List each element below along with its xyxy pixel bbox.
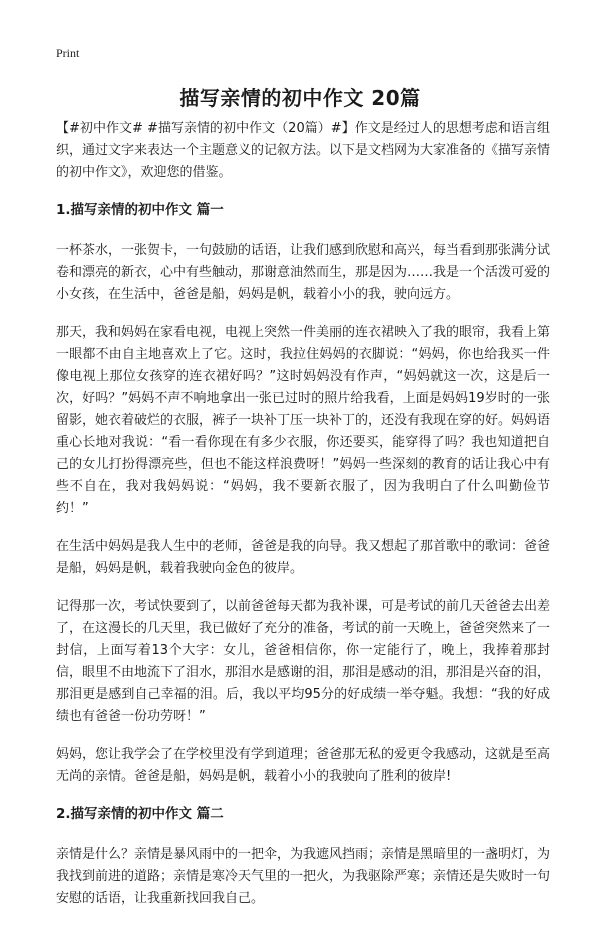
intro-paragraph: 【#初中作文# #描写亲情的初中作文（20篇）#】作文是经过人的思想考虑和语言组织，通过文字来表达一个主题意义的记叙方法。以下是文档网为大家准备的《描写亲情的初中作文》，欢迎您的借鉴。: [56, 121, 551, 180]
paragraph: 亲情是什么？亲情是暴风雨中的一把伞，为我遮风挡雨；亲情是黑暗里的一盏明灯，为我找到前进的道路；亲情是寒冷天气里的一把火，为我驱除严寒；亲情还是失败时一句安慰的话语，让我重新找回我自己。: [56, 847, 551, 906]
document-body: [56, 118, 550, 926]
document-title: 描写亲情的初中作文 20篇: [179, 86, 421, 110]
paragraph: 一杯茶水，一张贺卡，一句鼓励的话语，让我们感到欣慰和高兴，每当看到那张满分试卷和漂亮的新衣，心中有些触动，那谢意油然而生，那是因为……我是一个活泼可爱的小女孩，在生活中，爸爸是船，妈妈是帆，载着小小的我，驶向远方。: [56, 243, 551, 302]
paragraph: 在生活中妈妈是我人生中的老师，爸爸是我的向导。我又想起了那首歌中的歌词：爸爸是船，妈妈是帆，载着我驶向金色的彼岸。: [56, 539, 551, 576]
paragraph: 妈妈，您让我学会了在学校里没有学到道理；爸爸那无私的爱更令我感动，这就是至高无尚的亲情。爸爸是船，妈妈是帆，载着小小的我驶向了胜利的彼岸!: [56, 747, 551, 784]
print-label: Print: [56, 46, 80, 60]
section-heading-1: 1.描写亲情的初中作文 篇一: [56, 202, 224, 218]
section-heading-2: 2.描写亲情的初中作文 篇二: [56, 806, 224, 822]
paragraph: 那天，我和妈妈在家看电视，电视上突然一件美丽的连衣裙映入了我的眼帘，我看上第一眼都不由自主地喜欢上了它。这时，我拉住妈妈的衣脚说：“妈妈，你也给我买一件像电视上那位女孩穿的连衣裙好吗？”这时妈妈没有作声，“妈妈就这一次，这是后一次，好吗？”妈妈不声不响地拿出一张已过时的照片给我看，上面是妈妈19岁时的一张留影，她衣着破烂的衣服，裤子一块补丁压一块补丁的，还没有我现在穿的好。妈妈语重心长地对我说：“看一看你现在有多少衣服，你还要买，能穿得了吗？我也知道把自己的女儿打扮得漂亮些，但也不能这样浪费呀！”妈妈一些深刻的教育的话让我心中有些不自在，我对我妈妈说：“妈妈，我不要新衣服了，因为我明白了什么叫勤俭节约！”: [56, 325, 551, 516]
paragraph: 记得那一次，考试快要到了，以前爸爸每天都为我补课，可是考试的前几天爸爸去出差了，在这漫长的几天里，我已做好了充分的准备，考试的前一天晚上，爸爸突然来了一封信，上面写着13个大字：女儿，爸爸相信你，你一定能行了，晚上，我捧着那封信，眼里不由地流下了泪水，那泪水是感谢的泪，那泪是感动的泪，那泪是兴奋的泪，那泪更是感到自己幸福的泪。后，我以平均95分的好成绩一举夺魁。我想：“我的好成绩也有爸爸一份功劳呀！”: [56, 599, 551, 724]
